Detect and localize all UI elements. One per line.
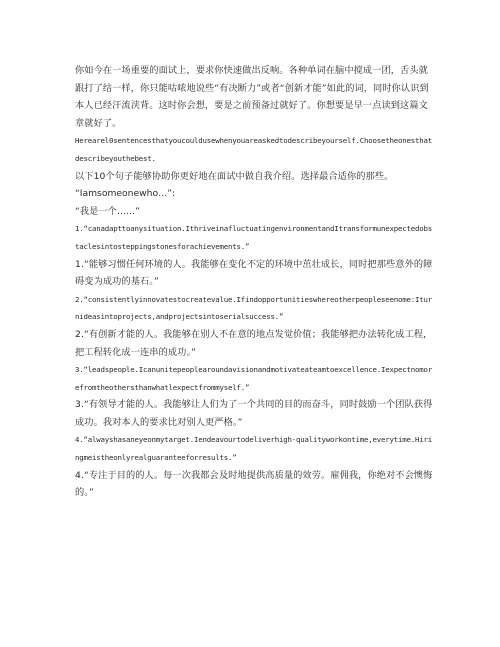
- intro-paragraph: 你如今在一场重要的面试上，要求你快速做出反响。各种单词在脑中搅成一团，舌头就跟打了结一样，你只能咕哝地说些“有决断力”或者“创新才能”如此的词，同时你认识到本人已经汗流浃背。这时你会想，要是之前预备过就好了。你想要是早一点读到这篇文章就好了。: [75, 65, 429, 129]
- prompt-chinese: “我是一个......”: [75, 205, 140, 217]
- sentence-4-english: 4.“alwayshasaneyeonmytarget.Iendeavourtodeliverhigh-qualityworkontime,everytime.Hiringmeistheonlyrealguaranteeforresults.”: [75, 435, 432, 463]
- sentence-4-chinese: 4.“专注于目的的人。每一次我都会及时地提供高质量的效劳。雇佣我，你绝对不会懊悔的。”: [75, 469, 433, 499]
- intro-chinese-summary: 以下10个句子能够协助你更好地在面试中做自我介绍。选择最合适你的那些。: [75, 170, 394, 182]
- document-body: [75, 62, 435, 502]
- prompt-english: “Iamsomeonewho…”:: [75, 188, 176, 200]
- sentence-3-english: 3.“leadspeople.Icanunitepeoplearoundavisionandmotivateateamtoexcellence.Iexpectnomorefromtheothersthanwhatlexpectfrommyself.”: [75, 365, 432, 392]
- sentence-3-chinese: 3.“有领导才能的人。我能够让人们为了一个共同的目的而奋斗，同时鼓励一个团队获得成功。我对本人的要求比对别人更严格。”: [75, 399, 433, 428]
- sentence-1-english: 1.“canadapttoanysituation.IthriveinafluctuatingenvironmentandItransformunexpectedobstaclesintosteppingstonesforachievements.”: [75, 224, 432, 251]
- intro-english-paragraph: Herearel0sentencesthatyoucouldusewhenyouareaskedtodescribeyourself.Choosetheonesthatdescribeyouthebest.: [75, 136, 432, 163]
- sentence-2-english: 2.“consistentlyinnovatestocreatevalue.IfindopportunitieswhereotherpeopleseenomeːIturnideasintoprojects,andprojectsintoserialsuccess.”: [75, 294, 432, 322]
- sentence-2-chinese: 2.“有创新才能的人。我能够在别人不在意的地点发觉价值；我能够把办法转化成工程，把工程转化成一连串的成功。”: [75, 328, 433, 358]
- sentence-1-chinese: 1.“能够习惯任何环境的人。我能够在变化不定的环境中茁壮成长，同时把那些意外的障碍变为成功的基石。”: [75, 258, 433, 288]
